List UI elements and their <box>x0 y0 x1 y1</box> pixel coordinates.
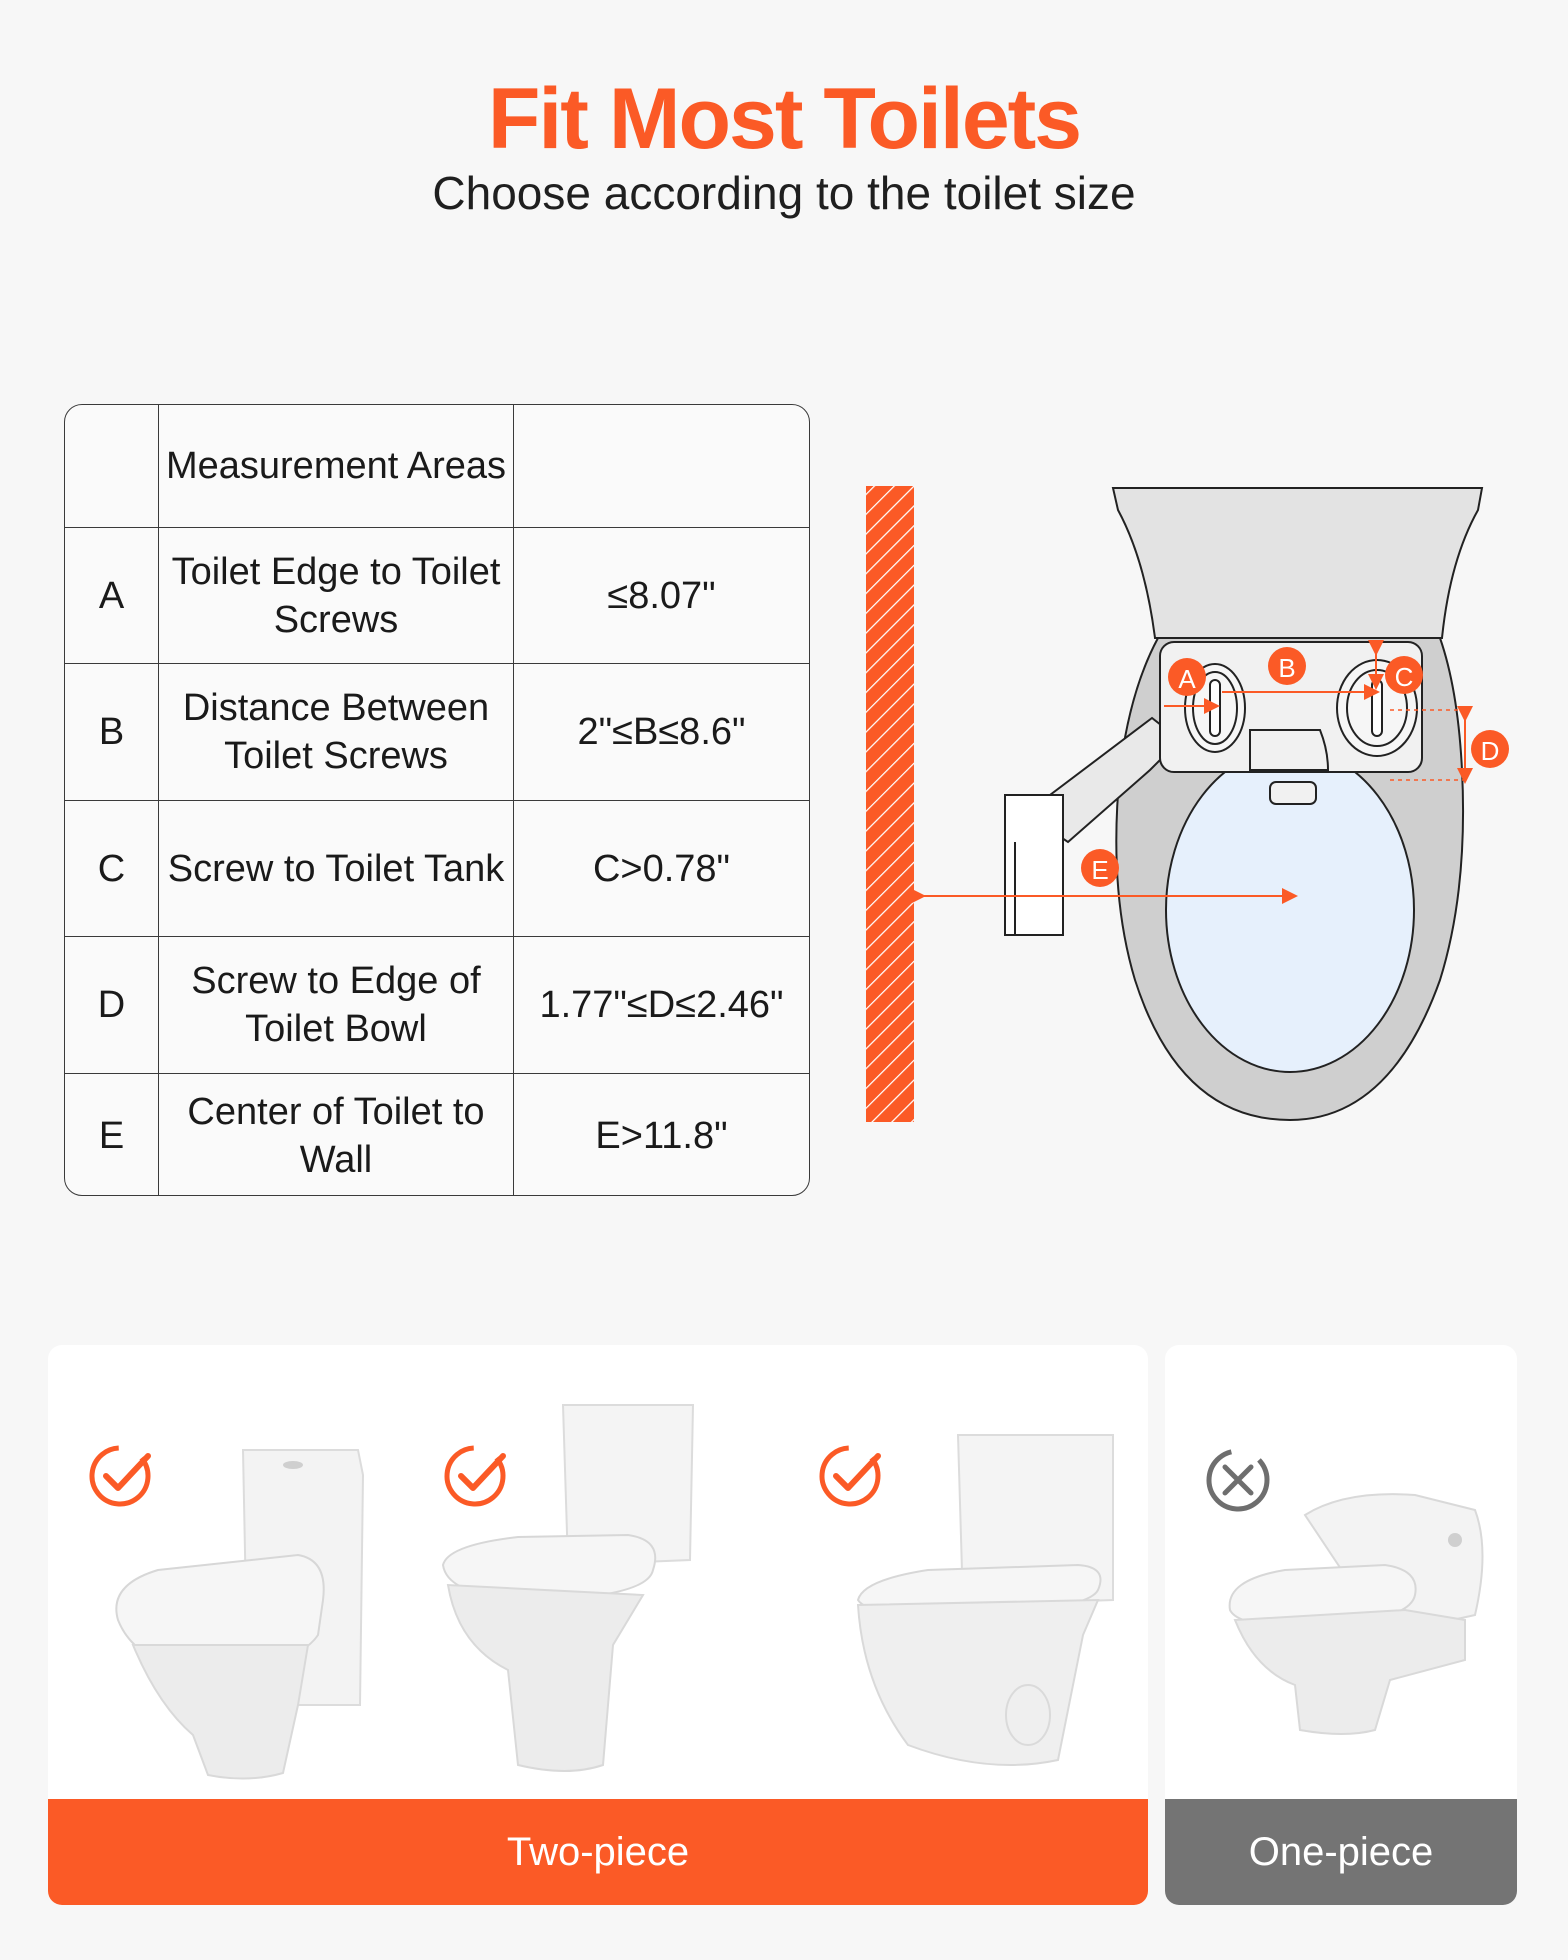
row-area: Screw to Toilet Tank <box>159 801 514 936</box>
marker-b <box>1268 647 1306 685</box>
table-header-row <box>65 405 809 527</box>
marker-d <box>1471 730 1509 768</box>
row-label: D <box>65 937 159 1073</box>
toilet-tank-icon <box>1113 488 1482 638</box>
one-piece-label: One-piece <box>1165 1799 1517 1905</box>
table-row <box>65 663 809 800</box>
check-circle-icon <box>818 1440 888 1510</box>
row-value: 2"≤B≤8.6" <box>577 711 746 753</box>
svg-text:B: B <box>1278 653 1296 683</box>
row-area: Center of Toilet to Wall <box>159 1074 514 1196</box>
row-label: A <box>65 528 159 663</box>
row-value: ≤8.07" <box>607 574 716 617</box>
row-value: C>0.78" <box>592 847 731 890</box>
row-label: E <box>65 1074 159 1196</box>
wall-icon <box>866 486 914 1122</box>
marker-a <box>1168 658 1206 696</box>
row-value: E>11.8" <box>595 1114 728 1157</box>
check-circle-icon <box>88 1440 158 1510</box>
toilet-measurement-diagram <box>850 470 1530 1150</box>
table-row <box>65 936 809 1073</box>
row-area: Toilet Edge to Toilet Screws <box>159 528 514 663</box>
two-piece-panel <box>48 1345 1148 1905</box>
svg-text:C: C <box>1394 662 1414 692</box>
bidet-control-box-icon <box>1005 795 1063 935</box>
page-subtitle: Choose according to the toilet size <box>432 167 1136 219</box>
table-header-value <box>514 405 809 527</box>
table-header-label <box>65 405 159 527</box>
table-header-area: Measurement Areas <box>159 405 514 527</box>
x-circle-icon <box>1203 1445 1273 1515</box>
svg-text:A: A <box>1178 664 1196 694</box>
row-label: C <box>65 801 159 936</box>
row-value: 1.77"≤D≤2.46" <box>539 984 784 1026</box>
one-piece-panel <box>1165 1345 1517 1905</box>
row-area: Screw to Edge of Toilet Bowl <box>159 937 514 1073</box>
toilet-product-3 <box>848 1405 1128 1785</box>
row-label: B <box>65 664 159 800</box>
table-row <box>65 800 809 936</box>
page-title: Fit Most Toilets <box>487 71 1081 167</box>
svg-text:D: D <box>1480 736 1500 766</box>
svg-text:E: E <box>1091 855 1109 885</box>
row-area: Distance Between Toilet Screws <box>159 664 514 800</box>
table-row <box>65 527 809 663</box>
two-piece-label: Two-piece <box>48 1799 1148 1905</box>
marker-e <box>1081 849 1119 887</box>
check-circle-icon <box>443 1440 513 1510</box>
marker-c <box>1385 656 1423 694</box>
table-row <box>65 1073 809 1196</box>
measurement-table <box>64 404 810 1196</box>
